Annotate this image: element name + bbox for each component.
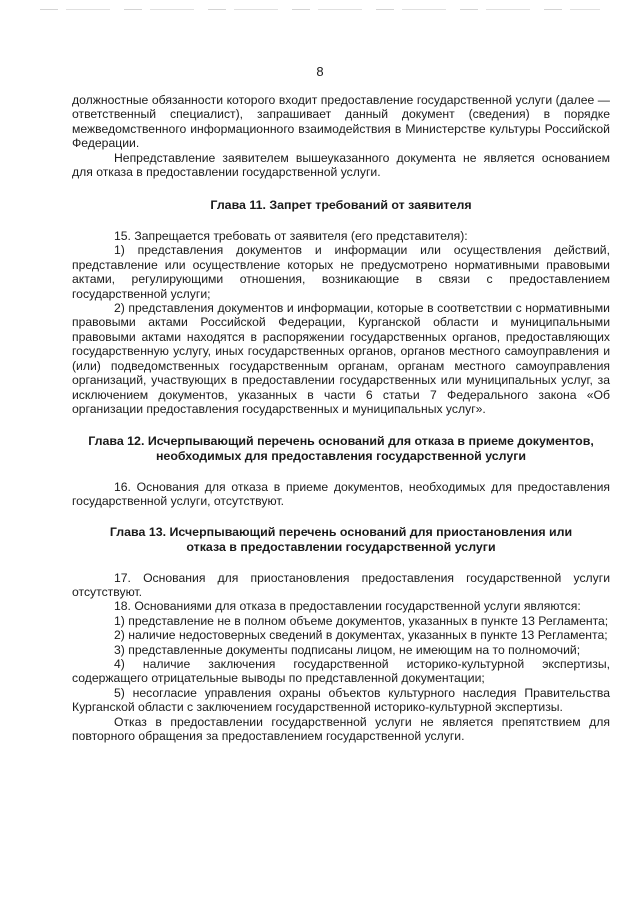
chapter-13-heading: Глава 13. Исчерпывающий перечень оснований для приостановления или отказа в предоставлении государственной услуги	[109, 525, 573, 554]
paragraph: 4) наличие заключения государственной историко-культурной экспертизы, содержащего отрицательные выводы по представленной документации;	[72, 656, 610, 686]
paragraph: 18. Основаниями для отказа в предоставлении государственной услуги являются:	[114, 599, 581, 614]
paragraph: 5) несогласие управления охраны объектов культурного наследия Правительства Курганской области с заключением государственной историко-культурной экспертизы.	[72, 685, 610, 715]
paragraph: Непредставление заявителем вышеуказанного документа не является основанием для отказа в предоставлении государственной услуги.	[72, 150, 610, 180]
paragraph: Отказ в предоставлении государственной услуги не является препятствием для повторного обращения за предоставлением государственной услуги.	[72, 714, 610, 743]
paragraph: должностные обязанности которого входит предоставление государственной услуги (далее — ответственный специалист), запрашивает данный документ (сведения) в порядке межведомственного информационного взаимодействия в Министерстве культуры Российской Федерации.	[72, 93, 610, 151]
paragraph: 1) представления документов и информации или осуществления действий, представление или осуществление которых не предусмотрено нормативными правовыми актами, регулирующими отношения, возникающие в связи с предоставлением государственной услуги;	[72, 243, 610, 301]
document-body	[72, 93, 610, 743]
paragraph: 2) представления документов и информации, которые в соответствии с нормативными правовыми актами Российской Федерации, Курганской области и муниципальными правовыми актами находятся в распоряжении государственных органов, предоставляющих государственную услугу, иных государственных органов, органов местного самоуправления и (или) подведомственных государственным органам, органам местного самоуправления организаций, участвующих в предоставлении государственных или муниципальных услуг, за исключением документов, указанных в части 6 статьи 7 Федерального закона «Об организации предоставления государственных и муниципальных услуг».	[72, 301, 610, 416]
chapter-11-heading: Глава 11. Запрет требований от заявителя	[210, 198, 472, 213]
paragraph: 1) представление не в полном объеме документов, указанных в пункте 13 Регламента;	[114, 613, 609, 628]
chapter-12-heading: Глава 12. Исчерпывающий перечень оснований для отказа в приеме документов, необходимых для предоставления государственной услуги	[88, 434, 594, 463]
scan-edge-artifact	[40, 9, 600, 10]
paragraph: 15. Запрещается требовать от заявителя (его представителя):	[114, 229, 468, 244]
paragraph: 2) наличие недостоверных сведений в документах, указанных в пункте 13 Регламента;	[114, 628, 608, 643]
page-number: 8	[316, 64, 324, 79]
paragraph: 17. Основания для приостановления предоставления государственной услуги отсутствуют.	[72, 570, 610, 599]
paragraph: 3) представленные документы подписаны лицом, не имеющим на то полномочий;	[114, 642, 581, 657]
paragraph: 16. Основания для отказа в приеме документов, необходимых для предоставления государственной услуги, отсутствуют.	[72, 479, 610, 508]
